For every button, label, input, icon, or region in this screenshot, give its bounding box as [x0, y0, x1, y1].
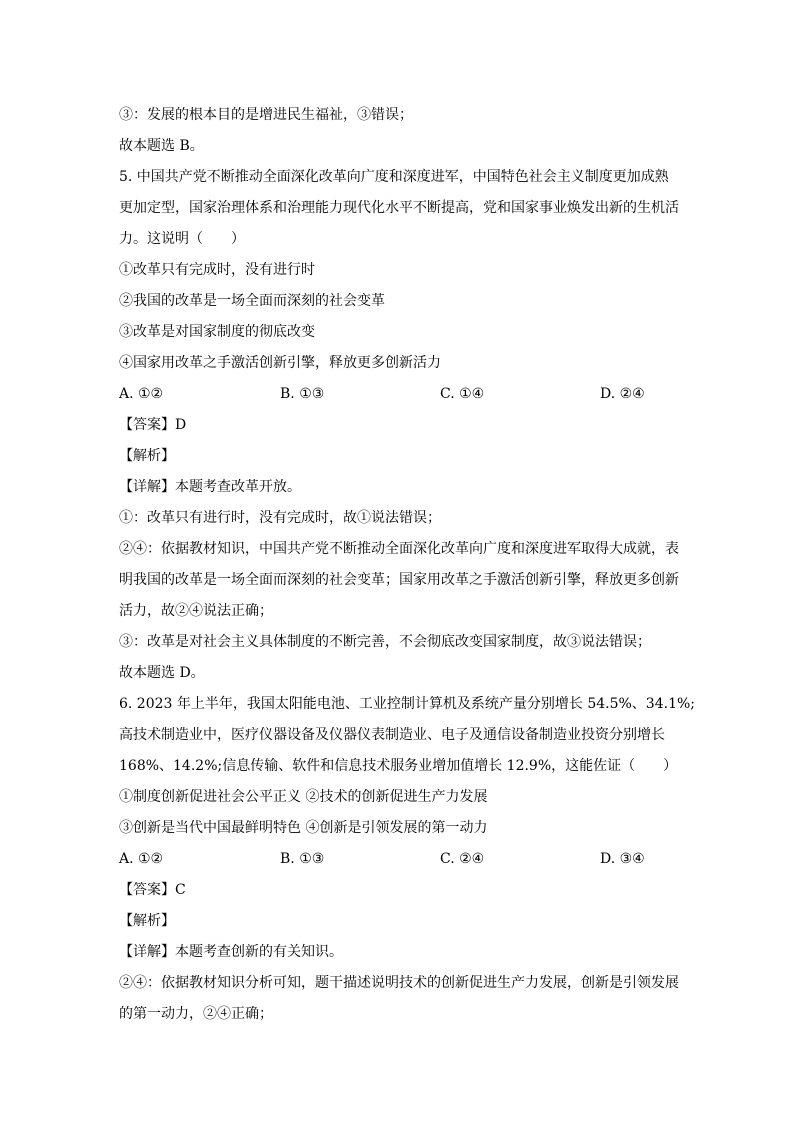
q5-explanation-line: ②④：依据教材知识，中国共产党不断推动全面深化改革向广度和深度进军取得大成就，表	[119, 541, 679, 557]
q5-stem-line: 5. 中国共产党不断推动全面深化改革向广度和深度进军，中国特色社会主义制度更加成熟	[119, 169, 669, 185]
q6-options	[119, 844, 679, 875]
q5-stem-line: 更加定型，国家治理体系和治理能力现代化水平不断提高，党和国家事业焕发出新的生机活	[119, 200, 679, 216]
q5-explanation-line: ③：改革是对社会主义具体制度的不断完善，不会彻底改变国家制度，故③说法错误；	[119, 634, 651, 650]
q6-statements-3-4: ③创新是当代中国最鲜明特色 ④创新是引领发展的第一动力	[119, 820, 488, 836]
q5-analysis-label: 【解析】	[119, 448, 175, 464]
q6-option-d: D. ③④	[600, 851, 645, 867]
detail-label: 【详解】	[119, 479, 175, 495]
q6-option-c: C. ②④	[440, 851, 485, 867]
q6-stem-line: 168%、14.2%;信息传输、软件和信息技术服务业增加值增长 12.9%，这能佐证（ ）	[119, 758, 678, 774]
q5-option-c: C. ①④	[440, 386, 485, 402]
document-page	[119, 100, 696, 1030]
q5-statement-4: ④国家用改革之手激活创新引擎，释放更多创新活力	[119, 355, 441, 371]
q6-option-b: B. ①③	[280, 851, 325, 867]
answer-label: 【答案】	[119, 882, 175, 898]
detail-intro: 本题考查创新的有关知识。	[175, 944, 343, 960]
detail-label: 【详解】	[119, 944, 175, 960]
q5-explanation-line: ①：改革只有进行时，没有完成时，故①说法错误；	[119, 510, 441, 526]
q5-detail	[119, 472, 679, 503]
q6-explanation-line: 的第一动力，②④正确；	[119, 1006, 273, 1022]
q6-analysis-label: 【解析】	[119, 913, 175, 929]
answer-label: 【答案】	[119, 417, 175, 433]
answer-value: C	[175, 882, 186, 898]
q5-options	[119, 379, 679, 410]
q6-statements-1-2: ①制度创新促进社会公平正义 ②技术的创新促进生产力发展	[119, 789, 488, 805]
detail-intro: 本题考查改革开放。	[175, 479, 301, 495]
q5-statement-1: ①改革只有完成时，没有进行时	[119, 262, 315, 278]
q5-statement-3: ③改革是对国家制度的彻底改变	[119, 324, 315, 340]
q6-option-a: A. ①②	[119, 851, 164, 867]
q6-detail	[119, 937, 679, 968]
q5-statement-2: ②我国的改革是一场全面而深刻的社会变革	[119, 293, 385, 309]
q5-option-b: B. ①③	[280, 386, 325, 402]
q5-answer	[119, 410, 679, 441]
q5-stem-line: 力。这说明（ ）	[119, 231, 245, 247]
q6-stem-line: 6. 2023 年上半年，我国太阳能电池、工业控制计算机及系统产量分别增长 54.5%、34.1%;	[119, 696, 696, 712]
prev-explanation-line: ③：发展的根本目的是增进民生福祉，③错误；	[119, 107, 413, 123]
q5-conclusion: 故本题选 D。	[119, 665, 205, 681]
q5-explanation-line: 明我国的改革是一场全面而深刻的社会变革；国家用改革之手激活创新引擎，释放更多创新	[119, 572, 679, 588]
q5-option-d: D. ②④	[600, 386, 645, 402]
q6-explanation-line: ②④：依据教材知识分析可知，题干描述说明技术的创新促进生产力发展，创新是引领发展	[119, 975, 679, 991]
q5-explanation-line: 活力，故②④说法正确；	[119, 603, 273, 619]
answer-value: D	[175, 417, 187, 433]
q6-answer	[119, 875, 679, 906]
q6-stem-line: 高技术制造业中，医疗仪器设备及仪器仪表制造业、电子及通信设备制造业投资分别增长	[119, 727, 665, 743]
prev-conclusion: 故本题选 B。	[119, 138, 204, 154]
q5-option-a: A. ①②	[119, 386, 164, 402]
